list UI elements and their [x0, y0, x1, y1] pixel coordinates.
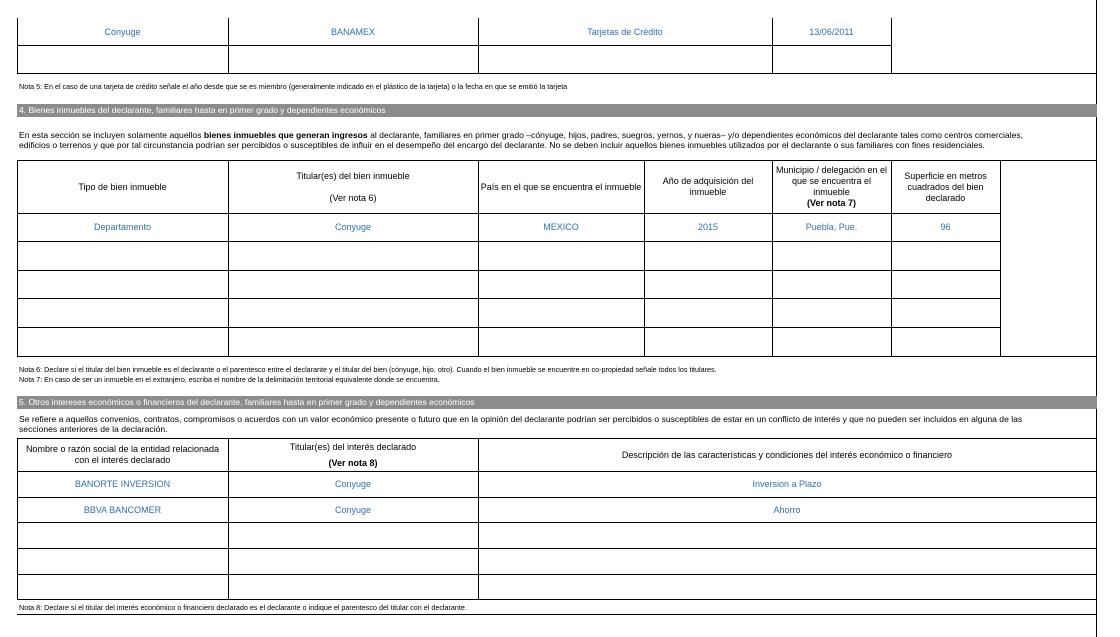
card-type-cell: Tarjetas de Crédito [587, 26, 663, 37]
header-descripcion: Descripción de las características y condiciones del interés económico o financiero [621, 449, 953, 460]
card-date-cell: 13/06/2011 [809, 26, 854, 37]
header-nombre: Nombre o razón social de la entidad relacionada con el interés declarado [25, 444, 220, 465]
interest-row-nombre: BBVA BANCOMER [83, 504, 162, 515]
card-bank-cell: BANAMEX [330, 26, 375, 37]
row-superficie: 96 [940, 222, 951, 232]
header-pais: País en el que se encuentra el inmueble [480, 181, 642, 192]
header-tipo: Tipo de bien inmueble [78, 181, 167, 192]
row-tipo: Departamento [93, 222, 152, 232]
header-municipio: Municipio / delegación en el que se encuentra el inmueble (Ver nota 7) [775, 165, 888, 208]
header-superficie: Superficie en metros cuadrados del bien declarado [904, 170, 987, 203]
interest-row-nombre: BANORTE INVERSION [74, 479, 171, 489]
row-municipio: Puebla, Pue. [805, 222, 858, 232]
section-4-title: 4. Bienes inmuebles del declarante, familiares hasta en primer grado y dependientes económicos [17, 104, 1097, 117]
nota-6: Nota 6: Declare si el titular del bien inmueble es el declarante o el parentesco entre el declarante y el titular del bien (cónyuge, hijo, otro). Cuando el bien inmueble se encuentre en co-propiedad señale todos los titulares. [19, 365, 717, 374]
header-anio: Año de adquisición del inmueble [662, 176, 754, 197]
interest-row-descripcion: Inversion a Plazo [752, 479, 822, 489]
nota-5: Nota 5: En el caso de una tarjeta de crédito señale el año desde que se es miembro (generalmente indicado en el plástico de la tarjeta) o la fecha en que se emitió la tarjeta [19, 82, 568, 91]
row-pais: MEXICO [543, 222, 579, 232]
row-titular: Conyuge [334, 222, 372, 232]
row-anio: 2015 [697, 222, 719, 232]
nota-7: Nota 7: En caso de ser un inmueble en el extranjero, escriba el nombre de la delimitación territorial equivalente donde se encuentra. [19, 375, 440, 384]
nota-8: Nota 8: Declare si el titular del interés económico o financiero declarado es el declarante o indique el parentesco del titular con el declarante. [19, 603, 467, 612]
interest-row-titular: Conyuge [334, 479, 372, 489]
interest-row-descripcion: Ahorro [773, 504, 801, 515]
header-titular-interes: Titular(es) del interés declarado (Ver nota 8) [289, 441, 417, 468]
header-titular: Titular(es) del bien inmueble (Ver nota 6) [296, 170, 410, 203]
section-5-title: 5. Otros intereses económicos o financieros del declarante, familiares hasta en primer grado y dependientes económicos [17, 396, 1097, 409]
interest-row-titular: Conyuge [334, 504, 372, 515]
section-4-description: En esta sección se incluyen solamente aquellos bienes inmuebles que generan ingresos al declarante, familiares en primer grado –cónyuge, hijos, padres, suegros, yernos, y nueras– y/o dependientes económicos del declarante tales como centros comerciales, edificios o terrenos y que por tal circunstancia podrían ser percibidos o susceptibles de influir en el desempeño del encargo del declarante. No se deben incluir aquellos bienes inmuebles utilizados por el declarante o sus familiares con fines residenciales. [19, 130, 1024, 150]
card-owner-cell: Cónyuge [104, 26, 141, 37]
section-5-description: Se refiere a aquellos convenios, contratos, compromisos o acuerdos con un valor económico presente o futuro que en la opinión del declarante podrían ser percibidos o susceptibles de estar en un conflicto de interés y que no pueden ser incluidos en alguna de las secciones anteriores de la declaración. [19, 414, 1023, 434]
